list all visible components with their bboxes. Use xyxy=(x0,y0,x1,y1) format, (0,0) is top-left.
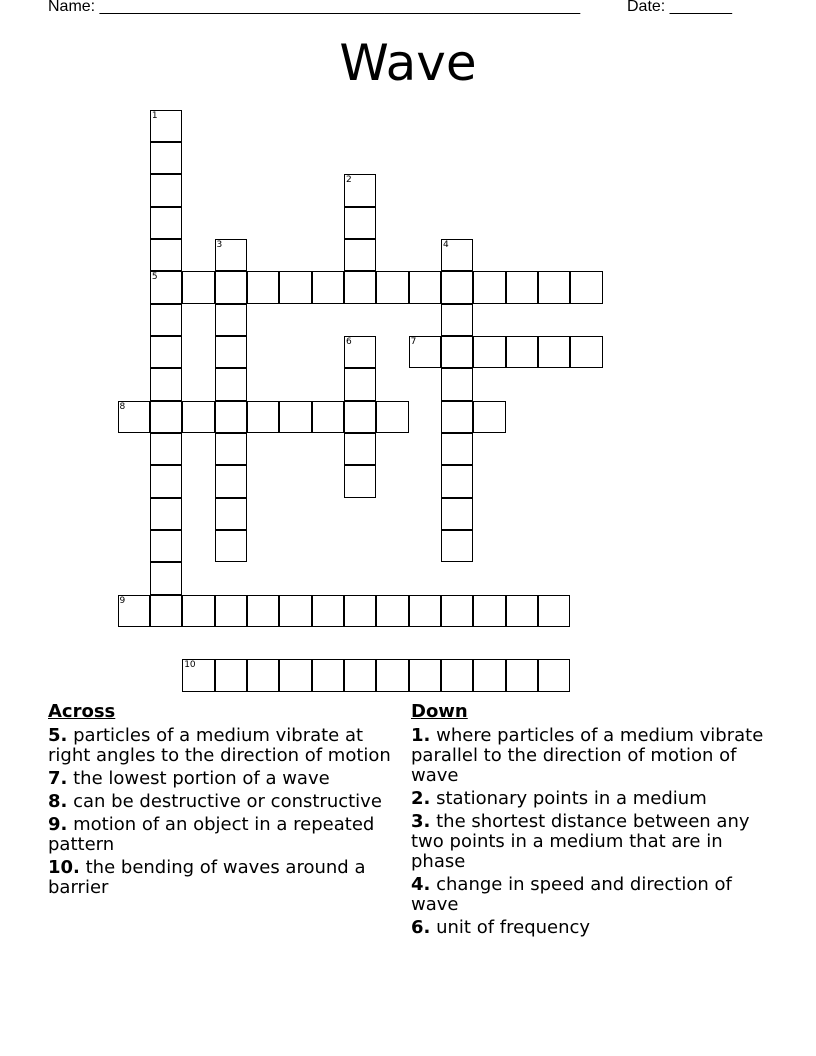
grid-cell[interactable] xyxy=(182,595,214,627)
grid-cell[interactable] xyxy=(312,659,344,691)
grid-cell[interactable] xyxy=(506,659,538,691)
grid-cell[interactable] xyxy=(538,659,570,691)
down-clue xyxy=(411,812,771,872)
grid-cell[interactable] xyxy=(215,530,247,562)
clue-text: motion of an object in a repeated pattern xyxy=(48,814,375,855)
clue-number: 7 xyxy=(410,336,417,347)
grid-cell[interactable] xyxy=(247,595,279,627)
grid-cell[interactable] xyxy=(441,595,473,627)
grid-cell[interactable] xyxy=(312,271,344,303)
grid-cell[interactable] xyxy=(344,465,376,497)
clue-text: the shortest distance between any two points in a medium that are in phase xyxy=(411,811,750,872)
clue-text: unit of frequency xyxy=(436,917,591,938)
grid-cell[interactable] xyxy=(182,659,214,691)
across-clue xyxy=(48,726,408,766)
grid-cell[interactable] xyxy=(150,401,182,433)
across-clues xyxy=(48,700,408,901)
clue-num: 4. xyxy=(411,874,431,895)
grid-cell[interactable] xyxy=(441,498,473,530)
grid-cell[interactable] xyxy=(344,207,376,239)
clue-num: 5. xyxy=(48,725,68,746)
grid-cell[interactable] xyxy=(215,304,247,336)
down-clue xyxy=(411,789,771,809)
grid-cell[interactable] xyxy=(441,530,473,562)
grid-cell[interactable] xyxy=(570,336,602,368)
grid-cell[interactable] xyxy=(312,595,344,627)
clue-text: the bending of waves around a barrier xyxy=(48,857,366,898)
clue-text: the lowest portion of a wave xyxy=(73,768,330,789)
clue-num: 2. xyxy=(411,788,431,809)
grid-cell[interactable] xyxy=(344,368,376,400)
grid-cell[interactable] xyxy=(344,239,376,271)
clue-num: 9. xyxy=(48,814,68,835)
grid-cell[interactable] xyxy=(344,433,376,465)
grid-cell[interactable] xyxy=(215,336,247,368)
grid-cell[interactable] xyxy=(279,401,311,433)
clue-num: 1. xyxy=(411,725,431,746)
grid-cell[interactable] xyxy=(150,433,182,465)
clue-text: stationary points in a medium xyxy=(436,788,707,809)
down-heading: Down xyxy=(411,701,468,722)
down-clue xyxy=(411,918,771,938)
name-label: Name: xyxy=(48,0,96,15)
clue-text: particles of a medium vibrate at right angles to the direction of motion xyxy=(48,725,391,766)
grid-cell[interactable] xyxy=(506,271,538,303)
grid-cell[interactable] xyxy=(215,271,247,303)
grid-cell[interactable] xyxy=(409,595,441,627)
grid-cell[interactable] xyxy=(538,595,570,627)
grid-cell[interactable] xyxy=(150,304,182,336)
grid-cell[interactable] xyxy=(215,433,247,465)
down-clue-list xyxy=(411,726,771,938)
grid-cell[interactable] xyxy=(279,271,311,303)
grid-cell[interactable] xyxy=(344,271,376,303)
grid-cell[interactable] xyxy=(182,271,214,303)
clue-number: 10 xyxy=(184,660,196,671)
grid-cell[interactable] xyxy=(441,433,473,465)
grid-cell[interactable] xyxy=(215,239,247,271)
grid-cell[interactable] xyxy=(150,498,182,530)
grid-cell[interactable] xyxy=(247,271,279,303)
clue-number: 1 xyxy=(151,110,158,121)
grid-cell[interactable] xyxy=(344,336,376,368)
grid-cell[interactable] xyxy=(247,401,279,433)
grid-cell[interactable] xyxy=(247,659,279,691)
grid-cell[interactable] xyxy=(279,659,311,691)
grid-cell[interactable] xyxy=(150,110,182,142)
grid-cell[interactable] xyxy=(344,595,376,627)
across-heading: Across xyxy=(48,701,116,722)
grid-cell[interactable] xyxy=(150,465,182,497)
across-clue xyxy=(48,858,408,898)
grid-cell[interactable] xyxy=(150,142,182,174)
across-clue xyxy=(48,815,408,855)
grid-cell[interactable] xyxy=(344,659,376,691)
grid-cell[interactable] xyxy=(150,271,182,303)
grid-cell[interactable] xyxy=(312,401,344,433)
clue-num: 10. xyxy=(48,857,80,878)
clue-text: change in speed and direction of wave xyxy=(411,874,732,915)
grid-cell[interactable] xyxy=(150,174,182,206)
grid-cell[interactable] xyxy=(376,271,408,303)
grid-cell[interactable] xyxy=(215,401,247,433)
grid-cell[interactable] xyxy=(376,595,408,627)
grid-cell[interactable] xyxy=(441,465,473,497)
grid-cell[interactable] xyxy=(473,336,505,368)
clue-num: 6. xyxy=(411,917,431,938)
grid-cell[interactable] xyxy=(506,336,538,368)
grid-cell[interactable] xyxy=(409,336,441,368)
clue-number: 6 xyxy=(345,336,352,347)
grid-cell[interactable] xyxy=(118,595,150,627)
grid-cell[interactable] xyxy=(150,530,182,562)
grid-cell[interactable] xyxy=(441,401,473,433)
grid-cell[interactable] xyxy=(376,659,408,691)
clue-number: 4 xyxy=(443,239,449,250)
grid-cell[interactable] xyxy=(150,595,182,627)
grid-cell[interactable] xyxy=(441,271,473,303)
grid-cell[interactable] xyxy=(215,659,247,691)
grid-cell[interactable] xyxy=(409,659,441,691)
grid-cell[interactable] xyxy=(182,401,214,433)
grid-cell[interactable] xyxy=(344,174,376,206)
clue-number: 2 xyxy=(345,175,352,186)
grid-cell[interactable] xyxy=(473,401,505,433)
grid-cell[interactable] xyxy=(215,465,247,497)
grid-cell[interactable] xyxy=(473,595,505,627)
grid-cell[interactable] xyxy=(215,595,247,627)
clue-number: 8 xyxy=(119,401,126,412)
grid-cell[interactable] xyxy=(376,401,408,433)
grid-cell[interactable] xyxy=(441,239,473,271)
across-clue xyxy=(48,769,408,789)
date-label: Date: xyxy=(627,0,666,15)
grid-cell[interactable] xyxy=(473,271,505,303)
clue-number: 5 xyxy=(151,272,158,283)
grid-cell[interactable] xyxy=(215,368,247,400)
clue-num: 8. xyxy=(48,791,68,812)
grid-cell[interactable] xyxy=(118,401,150,433)
grid-cell[interactable] xyxy=(441,368,473,400)
grid-cell[interactable] xyxy=(538,271,570,303)
clue-num: 7. xyxy=(48,768,68,789)
grid-cell[interactable] xyxy=(441,304,473,336)
date-blank[interactable]: _______ xyxy=(669,0,732,15)
grid-cell[interactable] xyxy=(150,368,182,400)
grid-cell[interactable] xyxy=(150,207,182,239)
clue-text: can be destructive or constructive xyxy=(73,791,382,812)
grid-cell[interactable] xyxy=(473,659,505,691)
grid-cell[interactable] xyxy=(538,336,570,368)
grid-cell[interactable] xyxy=(570,271,602,303)
grid-cell[interactable] xyxy=(344,401,376,433)
clue-text: where particles of a medium vibrate parallel to the direction of motion of wave xyxy=(411,725,764,786)
grid-cell[interactable] xyxy=(150,336,182,368)
grid-cell[interactable] xyxy=(441,336,473,368)
clue-number: 3 xyxy=(216,239,223,250)
page-title: Wave xyxy=(339,34,477,92)
across-clue xyxy=(48,792,408,812)
grid-cell[interactable] xyxy=(215,498,247,530)
clue-number: 9 xyxy=(119,595,126,606)
grid-cell[interactable] xyxy=(441,659,473,691)
across-clue-list xyxy=(48,726,408,898)
grid-cell[interactable] xyxy=(409,271,441,303)
grid-cell[interactable] xyxy=(506,595,538,627)
down-clue xyxy=(411,875,771,915)
down-clue xyxy=(411,726,771,786)
name-blank[interactable]: ______________________________________________________ xyxy=(99,0,581,15)
down-clues xyxy=(411,700,771,941)
grid-cell[interactable] xyxy=(279,595,311,627)
grid-cell[interactable] xyxy=(150,239,182,271)
grid-cell[interactable] xyxy=(150,562,182,594)
clue-num: 3. xyxy=(411,811,431,832)
